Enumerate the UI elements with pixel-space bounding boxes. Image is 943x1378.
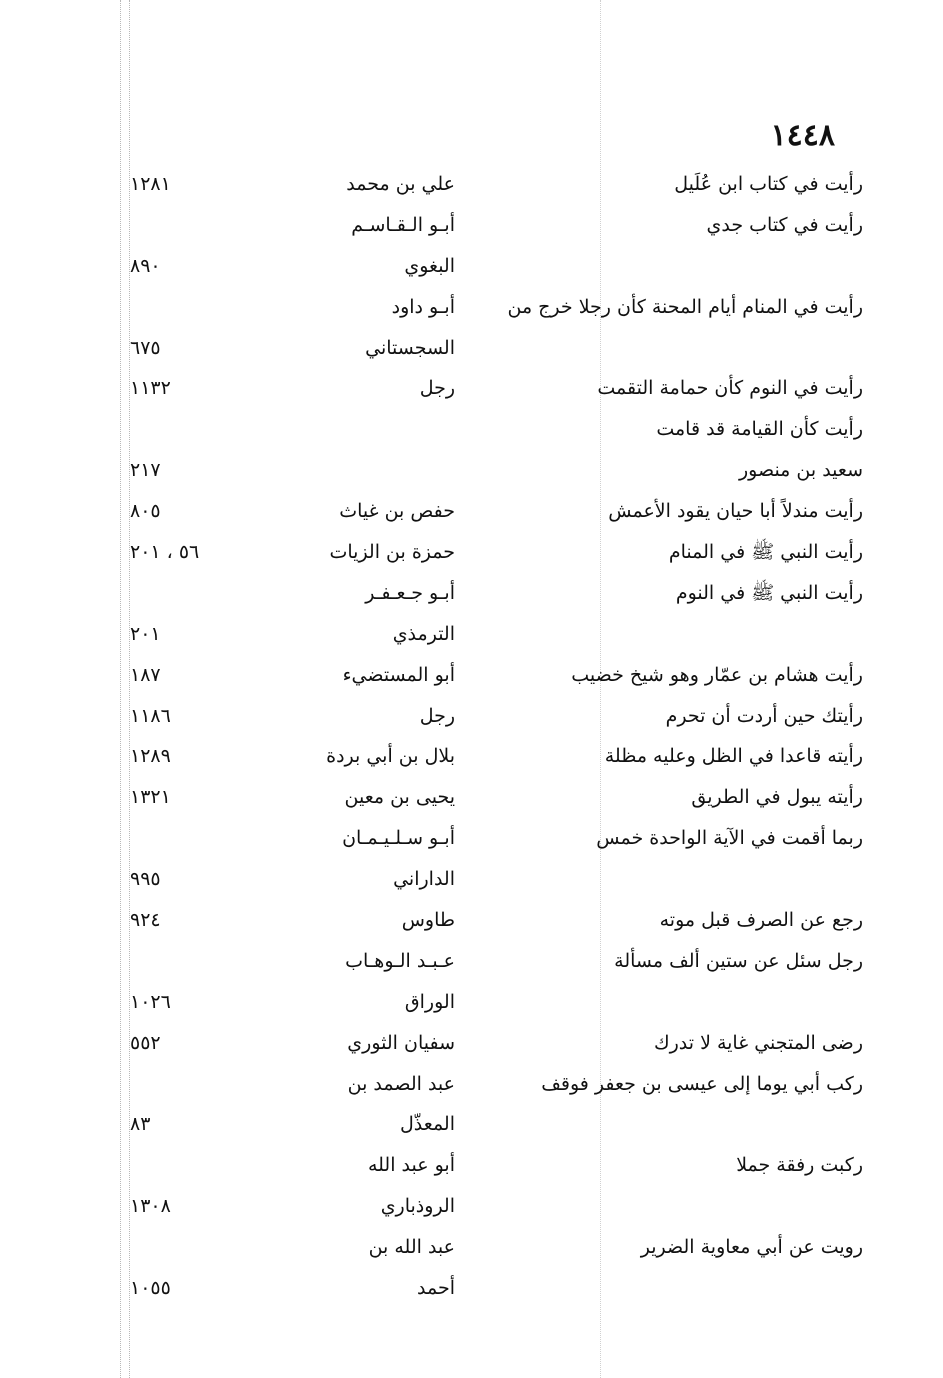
index-row [0, 1066, 943, 1107]
narrator-name: أبـو سـلـيـمـان [342, 827, 455, 850]
narrator-name: يحيى بن معين [344, 786, 455, 809]
reference-number: ١٣٢١ [130, 786, 171, 809]
index-row [0, 698, 943, 739]
index-row [0, 452, 943, 493]
narrator-name: علي بن محمد [346, 173, 455, 195]
reference-number: ٢١٧ [130, 459, 161, 482]
reference-number: ٩٩٥ [130, 868, 161, 891]
narrator-name: رجل [419, 377, 455, 400]
phrase-text: رجل سئل عن ستين ألف مسألة [614, 949, 863, 972]
phrase-text: رجع عن الصرف قبل موته [659, 909, 863, 932]
narrator-name: أحمد [417, 1277, 455, 1300]
phrase-text: رأيت مندلاً أبا حيان يقود الأعمش [608, 500, 863, 523]
phrase-text: رأيت في المنام أيام المحنة كأن رجلا خرج من [507, 295, 863, 318]
narrator-name: الداراني [393, 868, 455, 891]
phrase-text: رأيت النبي ﷺ في النوم [675, 581, 863, 604]
narrator-name: سفيان الثوري [347, 1031, 455, 1054]
reference-number: ٨٠٥ [130, 500, 161, 523]
phrase-text: رأيته يبول في الطريق [691, 786, 863, 809]
narrator-name: الروذباري [380, 1195, 455, 1218]
reference-number: ٨٩٠ [130, 254, 161, 277]
reference-number: ١٣٠٨ [130, 1195, 171, 1218]
index-row [0, 861, 943, 902]
reference-number: ٢٠١ [130, 622, 161, 645]
narrator-name: حفص بن غياث [339, 500, 455, 523]
index-row [0, 1270, 943, 1311]
index-row [0, 1025, 943, 1066]
reference-number: ١٠٢٦ [130, 990, 171, 1013]
index-row [0, 657, 943, 698]
phrase-text: رضى المتجني غاية لا تدرك [653, 1031, 863, 1054]
narrator-name: عـبـد الـوهـاب [345, 949, 455, 972]
reference-number: ١٢٨١ [130, 173, 171, 195]
index-row [0, 330, 943, 371]
narrator-name: الترمذي [392, 622, 455, 645]
index-row [0, 493, 943, 534]
index-row [0, 370, 943, 411]
narrator-name: المعذّل [400, 1113, 455, 1136]
narrator-name: حمزة بن الزيات [329, 541, 455, 564]
index-row [0, 1229, 943, 1270]
index-row [0, 902, 943, 943]
reference-number: ١١٣٢ [130, 377, 171, 400]
index-row [0, 943, 943, 984]
narrator-name: أبو المستضيء [342, 663, 455, 686]
narrator-name: أبـو جـعـفـر [365, 581, 455, 604]
narrator-name: البغوي [404, 254, 455, 277]
phrase-text: ركب أبي يوما إلى عيسى بن جعفر فوقف [541, 1072, 863, 1095]
index-row [0, 207, 943, 248]
index-row [0, 534, 943, 575]
reference-number: ٥٥٢ [130, 1031, 161, 1054]
index-row [0, 738, 943, 779]
reference-number: ٥٦ ، ٢٠١ [130, 541, 200, 564]
phrase-text: رأيت النبي ﷺ في المنام [668, 541, 863, 564]
phrase-text: رأيت في النوم كأن حمامة التقمت [597, 377, 863, 400]
phrase-text: رأيت في كتاب جدي [706, 213, 863, 236]
phrase-text: رويت عن أبي معاوية الضرير [640, 1236, 863, 1259]
index-row [0, 1188, 943, 1229]
narrator-name: أبـو داود [391, 295, 455, 318]
phrase-text: رأيت هشام بن عمّار وهو شيخ خضيب [571, 663, 863, 686]
reference-number: ١٠٥٥ [130, 1277, 171, 1300]
narrator-name: عبد الصمد بن [347, 1072, 455, 1095]
narrator-name: طاوس [401, 909, 455, 932]
reference-number: ١٢٨٩ [130, 745, 171, 768]
index-row [0, 166, 943, 207]
phrase-text: رأيت كأن القيامة قد قامت [656, 418, 863, 441]
reference-number: ١٨٧ [130, 663, 161, 686]
phrase-text: رأيتك حين أردت أن تحرم [665, 704, 863, 727]
page-number: ١٤٤٨ [770, 118, 835, 153]
narrator-name: رجل [419, 704, 455, 727]
reference-number: ١١٨٦ [130, 704, 171, 727]
index-row [0, 820, 943, 861]
index-row [0, 411, 943, 452]
reference-number: ٩٢٤ [130, 909, 161, 932]
index-rows [0, 166, 943, 1311]
narrator-name: السجستاني [365, 336, 455, 359]
index-row [0, 289, 943, 330]
narrator-name: بلال بن أبي بردة [326, 745, 455, 768]
reference-number: ٨٣ [130, 1113, 151, 1136]
index-row [0, 984, 943, 1025]
narrator-name: أبـو الـقـاسـم [351, 213, 455, 236]
index-row [0, 1106, 943, 1147]
narrator-name: الوراق [404, 990, 455, 1013]
phrase-text: ركبت رفقة جملا [736, 1154, 863, 1177]
index-row [0, 616, 943, 657]
phrase-text: رأيت في كتاب ابن عُلَيل [674, 173, 863, 195]
index-row [0, 1147, 943, 1188]
index-row [0, 779, 943, 820]
narrator-name: عبد الله بن [368, 1236, 455, 1259]
index-row [0, 575, 943, 616]
phrase-text: ربما أقمت في الآية الواحدة خمس [596, 827, 863, 850]
reference-number: ٦٧٥ [130, 336, 161, 359]
phrase-text: رأيته قاعدا في الظل وعليه مظلة [604, 745, 863, 768]
phrase-text: سعيد بن منصور [738, 459, 863, 482]
index-row [0, 248, 943, 289]
narrator-name: أبو عبد الله [367, 1154, 455, 1177]
